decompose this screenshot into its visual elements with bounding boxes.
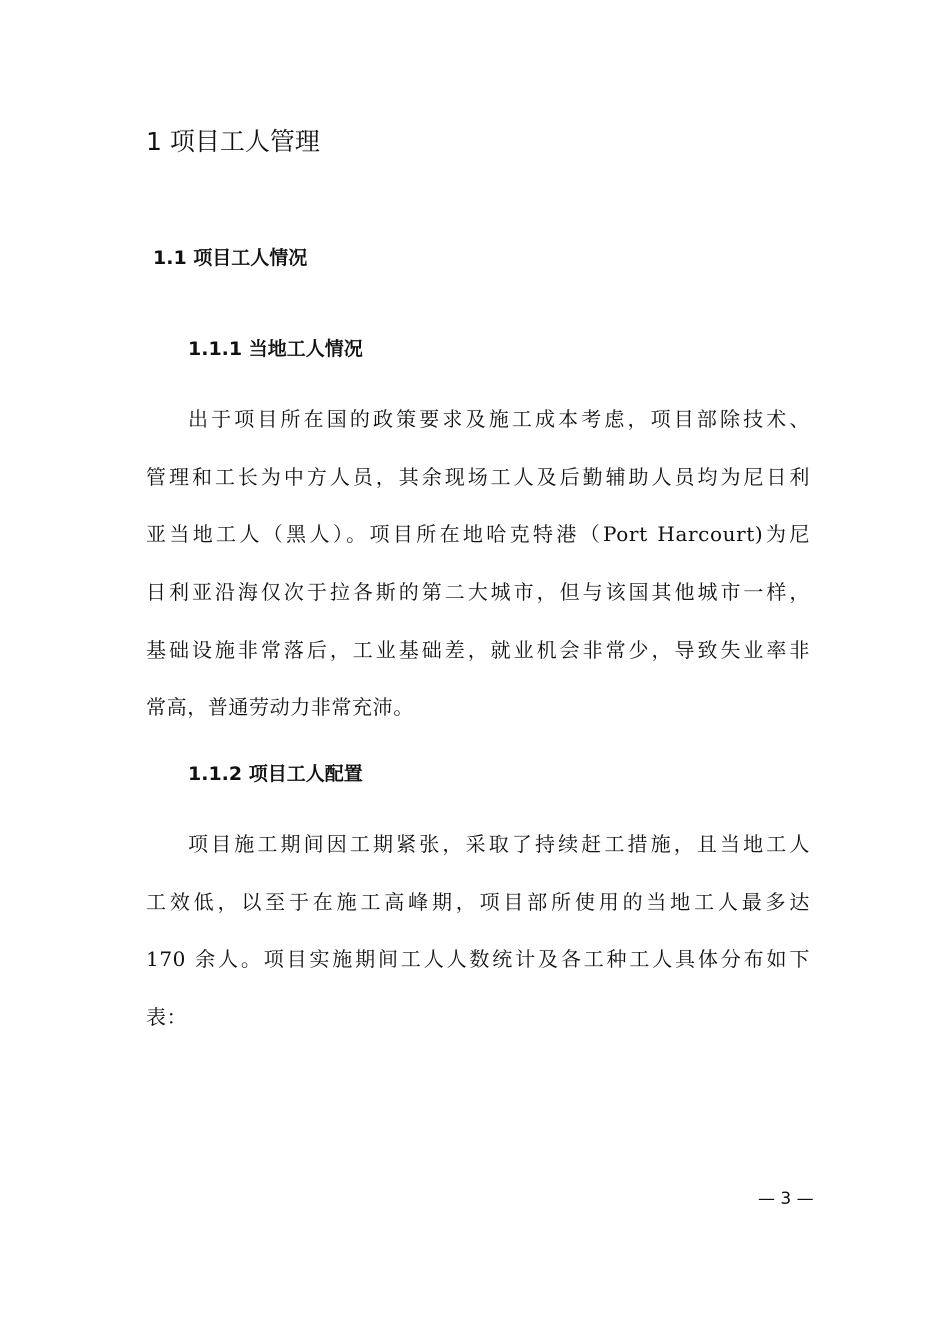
chapter-heading: 1 项目工人管理 (146, 127, 320, 156)
paragraph-line: 亚当地工人（黑人）。项目所在地哈克特港（Port Harcourt)为尼 (146, 522, 810, 547)
paragraph-local-workers (146, 402, 810, 748)
paragraph-line: 项目施工期间因工期紧张，采取了持续赶工措施，且当地工人 (188, 832, 810, 856)
paragraph-line: 常高，普通劳动力非常充沛。 (146, 695, 414, 720)
subsection-heading-local-workers: 1.1.1 当地工人情况 (188, 338, 363, 360)
paragraph-line: 工效低，以至于在施工高峰期，项目部所使用的当地工人最多达 (146, 889, 810, 914)
section-heading: 1.1 项目工人情况 (153, 247, 308, 269)
page-number: — 3 — (758, 1189, 814, 1209)
paragraph-line: 管理和工长为中方人员，其余现场工人及后勤辅助人员均为尼日利 (146, 464, 810, 489)
paragraph-line: 日利亚沿海仅次于拉各斯的第二大城市，但与该国其他城市一样， (146, 580, 810, 605)
subsection-heading-worker-allocation: 1.1.2 项目工人配置 (188, 763, 363, 785)
paragraph-line: 表： (146, 1005, 188, 1030)
paragraph-worker-allocation (146, 827, 810, 1058)
paragraph-line: 170 余人。项目实施期间工人人数统计及各工种工人具体分布如下 (146, 947, 810, 972)
paragraph-line: 基础设施非常落后，工业基础差，就业机会非常少，导致失业率非 (146, 637, 810, 662)
paragraph-line: 出于项目所在国的政策要求及施工成本考虑，项目部除技术、 (188, 407, 810, 431)
